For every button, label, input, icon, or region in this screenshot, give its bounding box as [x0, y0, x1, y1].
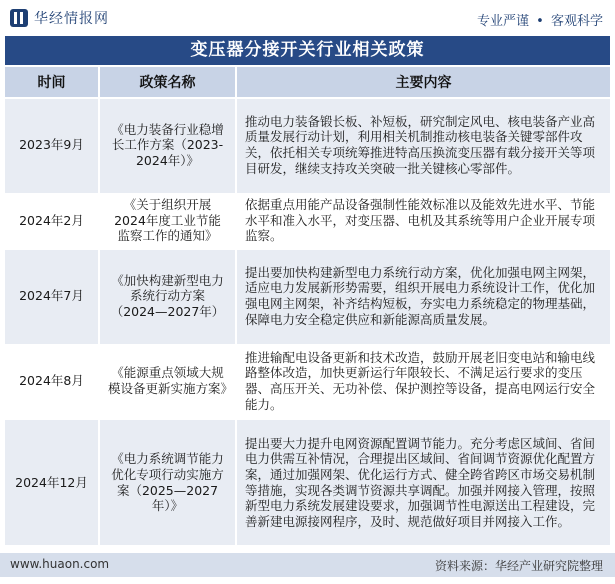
footer-site-link[interactable]: www.huaon.com [10, 557, 110, 571]
row-policy-name: 《加快构建新型电力系统行动方案（2024—2027年） [99, 249, 236, 343]
table-row [5, 98, 610, 192]
row-policy-name: 《电力装备行业稳增长工作方案（2023-2024年）》 [99, 98, 236, 192]
table-row [5, 419, 610, 545]
table-header-row [5, 67, 610, 98]
brand-logo[interactable] [10, 8, 109, 28]
row-time: 2024年7月 [5, 249, 99, 343]
row-policy-name: 《关于组织开展2024年度工业节能监察工作的通知》 [99, 192, 236, 249]
slogan [477, 10, 603, 29]
row-policy-name: 《电力系统调节能力优化专项行动实施方案（2025—2027年）》 [99, 419, 236, 545]
row-content: 依据重点用能产品设备强制性能效标准以及能效先进水平、节能水平和准入水平，对变压器、电机及其系统等用户企业开展专项监察。 [236, 192, 610, 249]
column-header-time: 时间 [5, 67, 99, 98]
row-content: 推动电力装备锻长板、补短板，研究制定风电、核电装备产业高质量发展行动计划，利用相关机制推动核电装备关键零部件攻关，依托相关专项统筹推进特高压换流变压器有载分接开关等项目研发，继续支持攻关突破一批关键核心零部件。 [236, 98, 610, 192]
row-content: 提出要大力提升电网资源配置调节能力。充分考虑区域间、省间电力供需互补情况，合理提出区域间、省间调节资源优化配置方案，通过加强网架、优化运行方式、健全跨省跨区市场交易机制等措施，实现各类调节资源共享调配。加强并网接入管理，按照新型电力系统发展建设要求，加强调节性电源送出工程建设，完善新建电源接网程序，及时、规范做好项目并网接入工作。 [236, 419, 610, 545]
row-content: 提出要加快构建新型电力系统行动方案，优化加强电网主网架，适应电力发展新形势需要，组织开展电力系统设计工作，优化加强电网主网架，补齐结构短板，夯实电力系统稳定的物理基础，保障电力安全稳定供应和新能源高质量发展。 [236, 249, 610, 343]
row-time: 2023年9月 [5, 98, 99, 192]
table-row [5, 343, 610, 419]
logo-text: 华经情报网 [34, 11, 109, 27]
page-title: 变压器分接开关行业相关政策 [5, 36, 610, 65]
footer-bar [0, 553, 615, 577]
policy-table [5, 67, 610, 545]
logo-icon [10, 9, 28, 27]
slogan-right: 客观科学 [550, 14, 603, 29]
table-row [5, 249, 610, 343]
row-time: 2024年12月 [5, 419, 99, 545]
slogan-left: 专业严谨 [477, 14, 530, 29]
table-row [5, 192, 610, 249]
column-header-policy-name: 政策名称 [99, 67, 236, 98]
row-content: 推进输配电设备更新和技术改造，鼓励开展老旧变电站和输电线路整体改造，加快更新运行年限较长、不满足运行要求的变压器、高压开关、无功补偿、保护测控等设备，提高电网运行安全能力。 [236, 343, 610, 419]
column-header-content: 主要内容 [236, 67, 610, 98]
row-time: 2024年2月 [5, 192, 99, 249]
row-time: 2024年8月 [5, 343, 99, 419]
slogan-dot: • [536, 14, 544, 29]
footer-source: 资料来源：华经产业研究院整理 [434, 559, 603, 573]
top-header [0, 0, 615, 36]
bottom-spacer [0, 577, 615, 584]
row-policy-name: 《能源重点领域大规模设备更新实施方案》 [99, 343, 236, 419]
